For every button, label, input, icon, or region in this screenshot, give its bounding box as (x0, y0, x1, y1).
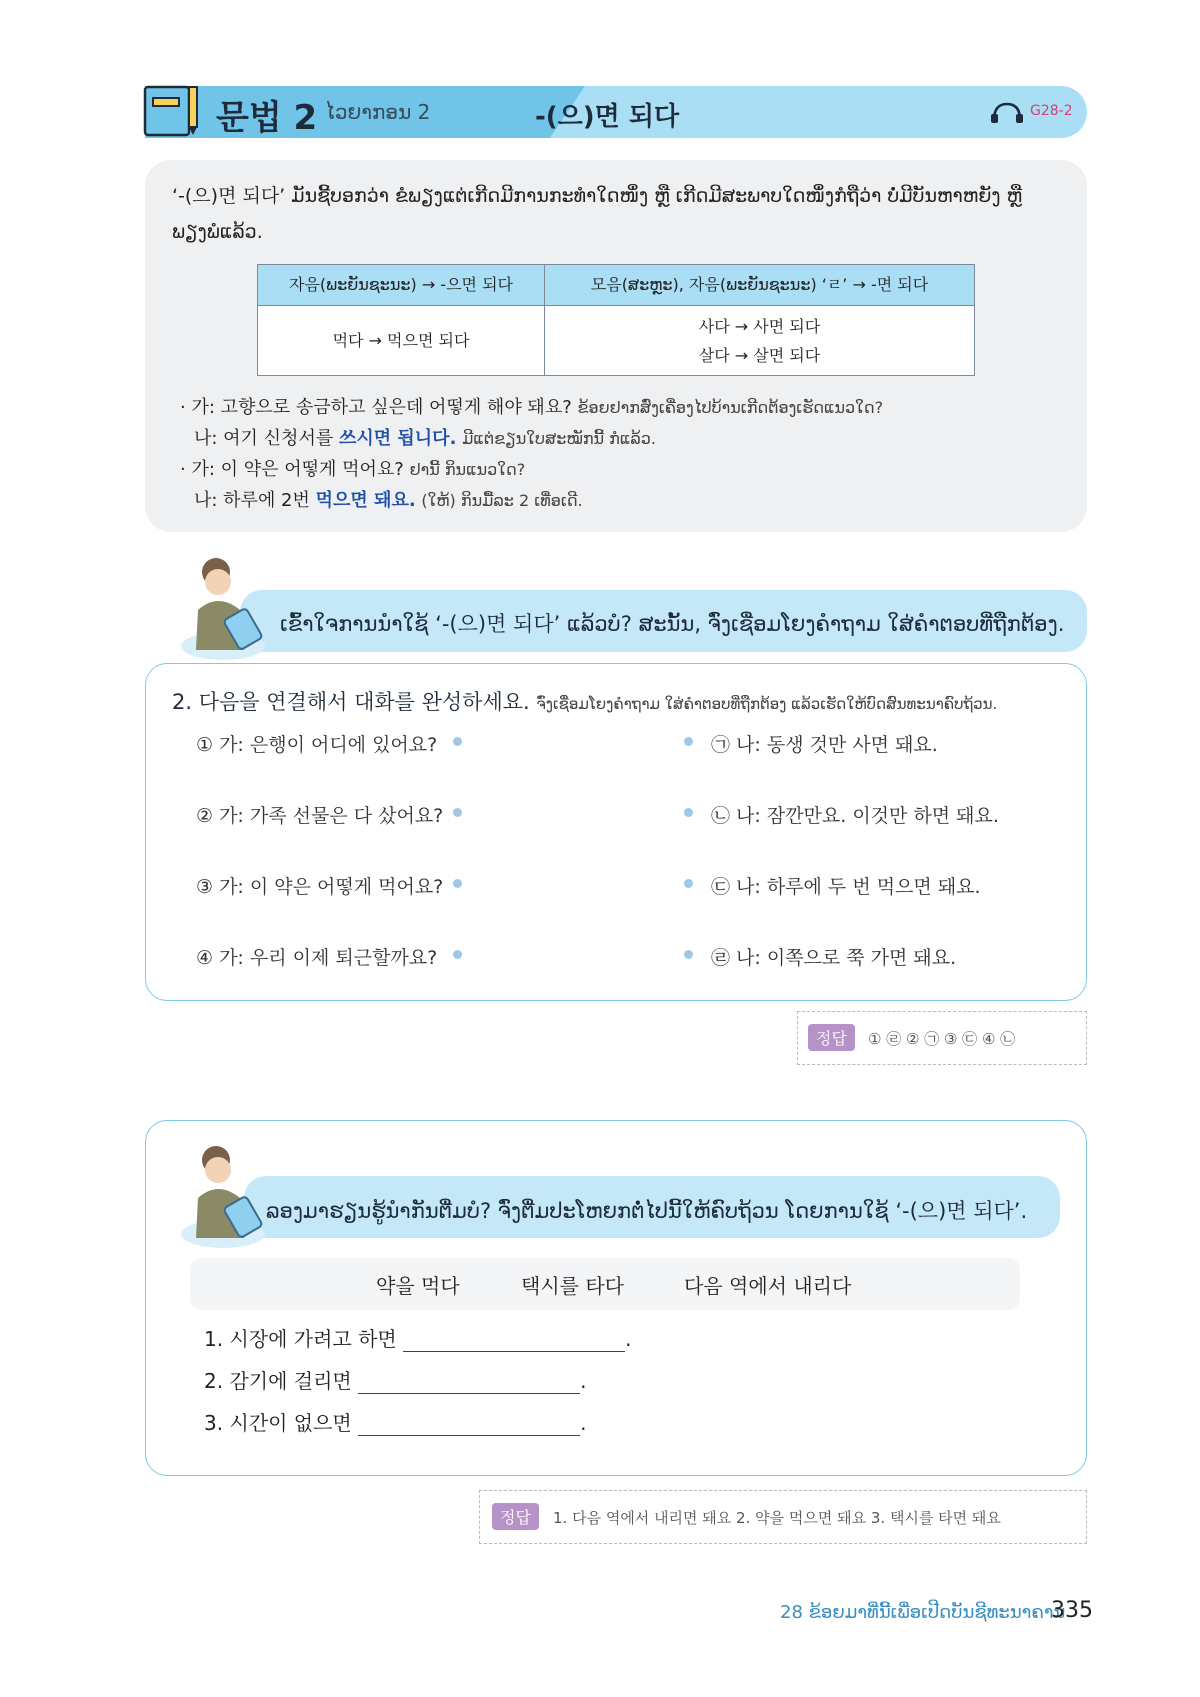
match-dot-right-1[interactable] (684, 737, 693, 746)
conjugation-table (257, 264, 975, 376)
example-translation: (ໃຫ້) ກິນມື້ລະ 2 ເທື່ອເດີ. (421, 491, 583, 510)
example-text: 나: 하루에 2번 (194, 490, 310, 511)
fill-prompt: 1. 시장에 가려고 하면 (204, 1327, 397, 1351)
table-cell-example-1: 사다 → 사면 되다 (698, 317, 821, 336)
question-item-2: ② 가: 가족 선물은 다 샀어요? (196, 805, 444, 827)
exercise-title-translation: ຈົ່ງເຊື່ອມໂຍງຄໍາຖາມ ໃສ່ຄໍາຕອບທີ່ຖືກຕ້ອງ ແລ້ວເຮັດໃຫ້ບົດສົນທະນາຄົບຖ້ວນ. (536, 695, 998, 713)
fill-item-1: 1. 시장에 가려고 하면 . (204, 1327, 632, 1351)
question-item-1: ① 가: 은행이 어디에 있어요? (196, 734, 438, 756)
question-item-3: ③ 가: 이 약은 어떻게 먹어요? (196, 876, 444, 898)
page-number: 335 (1051, 1598, 1093, 1623)
match-dot-left-3[interactable] (453, 879, 462, 888)
lesson-title: 문법 2 (216, 98, 318, 138)
match-dot-left-1[interactable] (453, 737, 462, 746)
table-cell-vowel (545, 306, 974, 375)
answer-item-1: ㉠ 나: 동생 것만 사면 돼요. (711, 734, 938, 756)
match-dot-left-4[interactable] (453, 950, 462, 959)
example-highlight: 먹으면 돼요. (315, 490, 416, 511)
match-dot-left-2[interactable] (453, 808, 462, 817)
grammar-topic: -(으)면 되다 (535, 102, 680, 132)
fill-blank-2[interactable] (358, 1371, 580, 1394)
example-1-question (180, 392, 883, 423)
chapter-footer: 28 ຂ້ອຍມາທີ່ນີ້ເພື່ອເປີດບັນຊີທະນາຄານ (780, 1602, 1066, 1623)
table-divider (544, 265, 545, 375)
teacher-avatar-icon (178, 550, 268, 660)
instruction-text-1: ເຂົ້າໃຈການນໍາໃຊ້ ‘-(으)면 되다’ ແລ້ວບໍ? ສະນັ້ນ, ຈົ່ງເຊື່ອມໂຍງຄໍາຖາມ ໃສ່ຄໍາຕອບທີ່ຖືກຕ້ອງ. (280, 612, 1065, 636)
example-translation: ຢານີ້ ກິນແນວໃດ? (409, 460, 526, 479)
lesson-subtitle: ໄວຍາກອນ 2 (325, 100, 431, 124)
word-bank-item-3: 다음 역에서 내리다 (684, 1274, 852, 1298)
fill-item-3: 3. 시간이 없으면 . (204, 1411, 587, 1435)
instruction-text-2: ລອງມາຮຽນຮູ້ນໍາກັນຕື່ມບໍ? ຈົ່ງຕື່ມປະໂຫຍກຕໍ່ໄປນີ້ໃຫ້ຄົບຖ້ວນ ໂດຍການໃຊ້ ‘-(으)면 되다’. (266, 1199, 1028, 1223)
table-cell-example-2: 살다 → 살면 되다 (698, 346, 821, 365)
word-bank-item-1: 약을 먹다 (376, 1274, 460, 1298)
explanation-text: ‘-(으)면 되다’ ມັນຊີ້ບອກວ່າ ຂໍພຽງແຕ່ເກີດມີການກະທໍາໃດໜຶ່ງ ຫຼື ເກີດມີສະພາບໃດໜຶ່ງກໍຖືວ່າ ບໍ່ມີບັນຫາຫຍັງ ຫຼື ພຽງພໍແລ້ວ. (172, 185, 1023, 243)
exercise-title-text: 2. 다음을 연결해서 대화를 완성하세요. (172, 690, 530, 714)
fill-blank-1[interactable] (403, 1329, 625, 1352)
table-head-vowel: 모음(ສະຫຼະ), 자음(ພະຍັນຊະນະ) ‘ㄹ’ → -면 되다 (545, 265, 974, 306)
fill-blank-3[interactable] (358, 1413, 580, 1436)
example-2-answer (194, 485, 583, 516)
table-cell-consonant: 먹다 → 먹으면 되다 (258, 306, 544, 375)
example-translation: ມີແຕ່ຂຽນໃບສະໝັກນີ້ ກໍແລ້ວ. (462, 429, 656, 448)
example-text: 나: 여기 신청서를 (194, 428, 334, 449)
fill-prompt: 3. 시간이 없으면 (204, 1411, 352, 1435)
audio-track-code: G28-2 (1030, 103, 1073, 119)
match-dot-right-3[interactable] (684, 879, 693, 888)
match-dot-right-2[interactable] (684, 808, 693, 817)
answer-item-3: ㉢ 나: 하루에 두 번 먹으면 돼요. (711, 876, 981, 898)
example-text: · 가: 고향으로 송금하고 싶은데 어떻게 해야 돼요? (180, 397, 572, 418)
fill-prompt: 2. 감기에 걸리면 (204, 1369, 352, 1393)
fill-item-2: 2. 감기에 걸리면 . (204, 1369, 587, 1393)
example-1-answer (194, 423, 656, 454)
teacher-avatar-icon (178, 1138, 268, 1248)
book-icon (143, 84, 201, 138)
exercise-title (172, 686, 997, 716)
table-head-consonant: 자음(ພະຍັນຊະນະ) → -으면 되다 (258, 265, 544, 306)
answer-text-2: 1. 다음 역에서 내리면 돼요 2. 약을 먹으면 돼요 3. 택시를 타면 돼요 (553, 1509, 1001, 1527)
example-translation: ຂ້ອຍຢາກສົ່ງເຄື່ອງໄປບ້ານເກີດຕ້ອງເຮັດແນວໃດ? (577, 398, 884, 417)
headphones-icon[interactable] (990, 100, 1024, 124)
answer-text-1: ① ㉣ ② ㉠ ③ ㉢ ④ ㉡ (868, 1030, 1016, 1048)
answer-item-2: ㉡ 나: 잠깐만요. 이것만 하면 돼요. (711, 805, 999, 827)
answer-badge: 정답 (808, 1024, 855, 1051)
match-dot-right-4[interactable] (684, 950, 693, 959)
example-highlight: 쓰시면 됩니다. (338, 428, 457, 449)
answer-badge: 정답 (492, 1503, 539, 1530)
word-bank-item-2: 택시를 타다 (521, 1274, 624, 1298)
example-2-question (180, 454, 525, 485)
answer-item-4: ㉣ 나: 이쪽으로 쭉 가면 돼요. (711, 947, 957, 969)
question-item-4: ④ 가: 우리 이제 퇴근할까요? (196, 947, 438, 969)
example-text: · 가: 이 약은 어떻게 먹어요? (180, 459, 404, 480)
